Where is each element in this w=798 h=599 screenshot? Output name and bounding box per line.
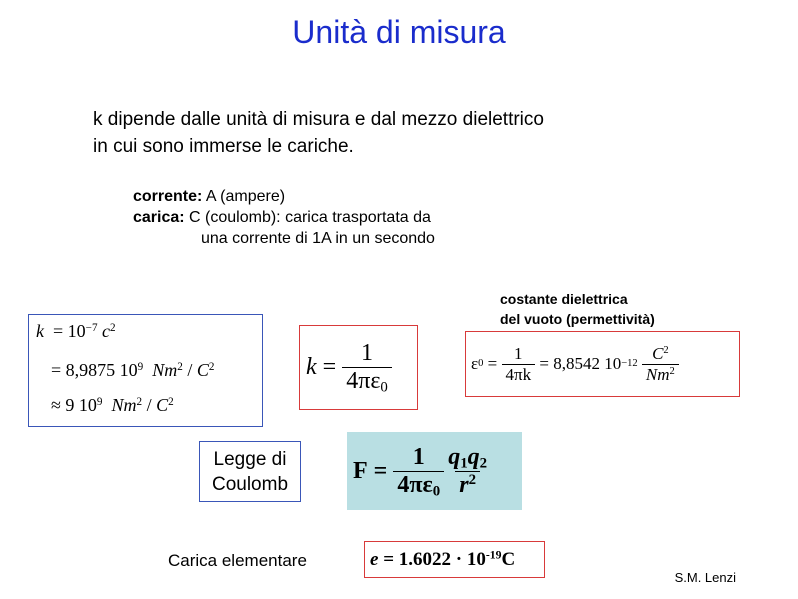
k-approx-value: 9 10 (65, 395, 97, 415)
k-base: 10 (67, 321, 86, 341)
e-value: 1.6022 · 10 (398, 549, 486, 570)
page-title: Unità di misura (292, 14, 506, 50)
c-exponent: 2 (110, 321, 116, 334)
k-value-row-2: = 8,9875 $10^9$ $Nm^2 / C^2$ (51, 360, 215, 380)
k-exponent: −7 (85, 321, 98, 334)
k-denominator: $4\pi\varepsilon_0$ (342, 367, 392, 395)
coulomb-constant-fraction: $\frac{1}{4\pi\varepsilon_0}$ (393, 444, 444, 499)
charge-value: C (coulomb): carica trasportata da (184, 209, 431, 226)
author-signature: S.M. Lenzi (674, 570, 736, 585)
coulomb-law-label-box: Legge di Coulomb (199, 441, 301, 502)
intro-line: k dipende dalle unità di misura e dal mezzo dielettrico (93, 109, 544, 130)
force-symbol: F (353, 457, 368, 484)
epsilon-symbol: ε (471, 354, 479, 373)
k-fraction (342, 340, 392, 395)
intro-line: in cui sono immerse le cariche. (93, 136, 354, 157)
epsilon0-fraction (502, 344, 536, 385)
permittivity-label: costante dielettrica del vuoto (permettività) (500, 291, 655, 327)
coulomb-formula-box: F = $\frac{1}{4\pi\varepsilon_0}$ $\frac{q_1q_2}{r^2}$ (347, 432, 522, 510)
current-definition (133, 186, 435, 207)
k-numeric-exponent: 9 (137, 360, 144, 373)
k-symbol: k (36, 321, 44, 341)
charge-definition (133, 207, 435, 228)
k-symbol: k (306, 354, 317, 380)
k-numerator: 1 (361, 340, 374, 366)
intro-text (93, 106, 544, 160)
k-approx-units: Nm (111, 395, 137, 415)
e-symbol: e (370, 549, 379, 570)
elementary-charge-box: $e = 1.6022 \cdot 10^{-19}C$ (364, 541, 545, 578)
units-definitions (133, 186, 435, 249)
elementary-charge-label: Carica elementare (168, 551, 307, 570)
k-value-row-1: $k = 10^{-7}$ $c^2$ (36, 321, 116, 341)
current-value: A (ampere) (202, 188, 286, 205)
e-unit: C (501, 549, 516, 570)
k-numeric-value: 8,9875 10 (65, 360, 138, 380)
k-definition-box: k = $\frac{1}{4\pi\varepsilon_0}$ (299, 325, 418, 410)
k-units: Nm (152, 360, 178, 380)
epsilon0-units: $\frac{C^2}{Nm^2}$ (642, 344, 679, 385)
c-symbol: c (102, 321, 111, 341)
epsilon0-numerator: 1 (514, 343, 523, 363)
epsilon0-denominator: 4πk (502, 364, 536, 385)
k-approx-exponent: 9 (96, 395, 103, 408)
charge-label: carica: (133, 209, 185, 226)
epsilon0-box: ε 0 = $\frac{1}{4\pi k}$ = 8,8542 10 −12 $\frac{C^2}{Nm^2}$ (465, 331, 740, 397)
e-exponent: -19 (485, 548, 502, 562)
k-values-box (28, 314, 263, 427)
epsilon0-value: 8,8542 10 (553, 354, 622, 373)
current-label: corrente: (133, 188, 203, 205)
charge-definition-continued: una corrente di 1A in un secondo (201, 230, 435, 247)
k-value-row-3: ≈ 9 $10^9$ $Nm^2 / C^2$ (51, 395, 174, 415)
charges-over-distance-fraction: $\frac{q_1q_2}{r^2}$ (448, 443, 488, 498)
